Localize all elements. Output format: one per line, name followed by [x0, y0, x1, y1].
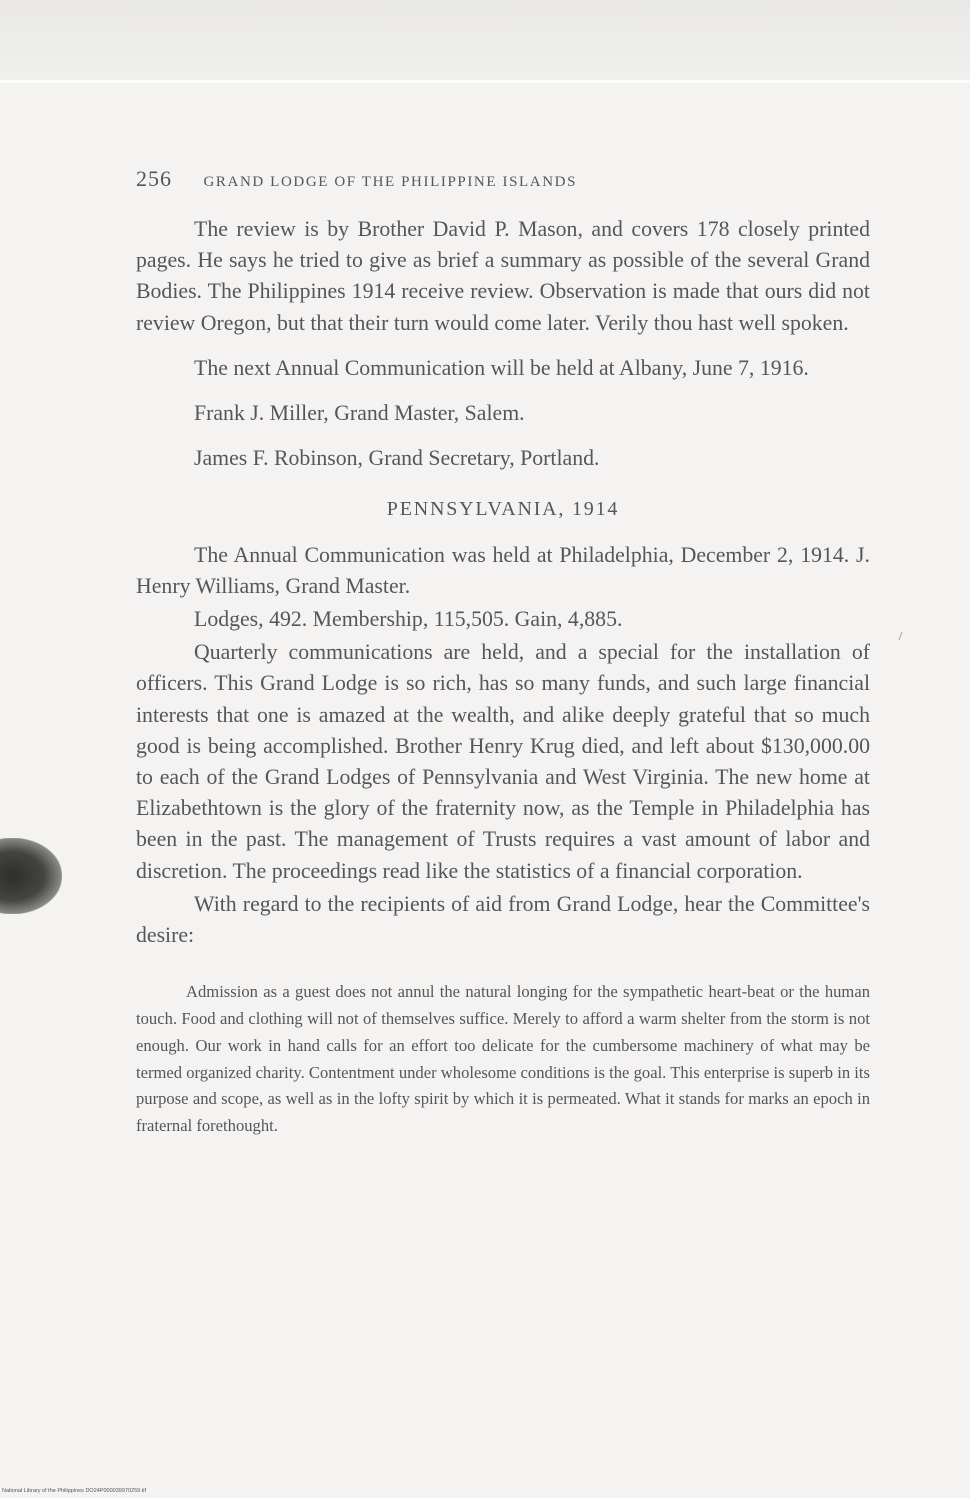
page-edge [0, 80, 970, 83]
page-number: 256 [136, 166, 172, 191]
scanner-thumb-shadow [0, 838, 62, 914]
paragraph-review: The review is by Brother David P. Mason, and covers 178 closely printed pages. He says he tried to give as brief a summary as possible of the several Grand Bodies. The Philippines 1914 receive review. Observation is made that ours did not review Oregon, but that their turn would come later. Verily thou hast well spoken. [136, 217, 870, 335]
paragraph-grand-master: Frank J. Miller, Grand Master, Salem. [194, 401, 525, 426]
paragraph-annual-communication: The Annual Communication was held at Philadelphia, December 2, 1914. J. Henry Williams, Grand Master. [136, 542, 870, 598]
paragraph-statistics: Lodges, 492. Membership, 115,505. Gain, 4,885. [194, 607, 623, 632]
section-heading: PENNSYLVANIA, 1914 [386, 498, 620, 521]
scan-credit: National Library of the Philippines DO24P000039970259.tif [2, 1488, 147, 1494]
scan-top-band [0, 0, 970, 82]
page-body [136, 214, 870, 1140]
block-quote [136, 979, 870, 1140]
page-header [136, 166, 870, 192]
paragraph-quarterly: Quarterly communications are held, and a special for the installation of officers. This Grand Lodge is so rich, has so many funds, and such large financial interests that one is amazed at the wealth, and alike deeply grateful that so much good is being accomplished. Brother Henry Krug died, and left about $130,000.00 to each of the Grand Lodges of Pennsylvania and West Virginia. The new home at Elizabethtown is the glory of the fraternity now, as the Temple in Philadelphia has been in the past. The management of Trusts requires a vast amount of labor and discretion. The proceedings read like the statistics of a financial corporation. [136, 640, 870, 883]
margin-mark [899, 632, 909, 640]
paragraph-recipients: With regard to the recipients of aid from Grand Lodge, hear the Committee's desire: [136, 891, 870, 948]
quote-text: Admission as a guest does not annul the natural longing for the sympathetic heart-beat or the human touch. Food and clothing will not of themselves suffice. Merely to afford a warm shelter from the storm is not enough. Our work in hand calls for an effort too delicate for the cumbersome machinery of what may be termed organized charity. Contentment under wholesome conditions is the goal. This enterprise is superb in its purpose and scope, as well as in the lofty spirit by which it is permeated. What it stands for marks an epoch in fraternal forethought. [136, 982, 870, 1136]
paragraph-grand-secretary: James F. Robinson, Grand Secretary, Portland. [194, 446, 600, 471]
paragraph-next-communication: The next Annual Communication will be held at Albany, June 7, 1916. [194, 355, 809, 380]
running-head: GRAND LODGE OF THE PHILIPPINE ISLANDS [203, 174, 578, 190]
